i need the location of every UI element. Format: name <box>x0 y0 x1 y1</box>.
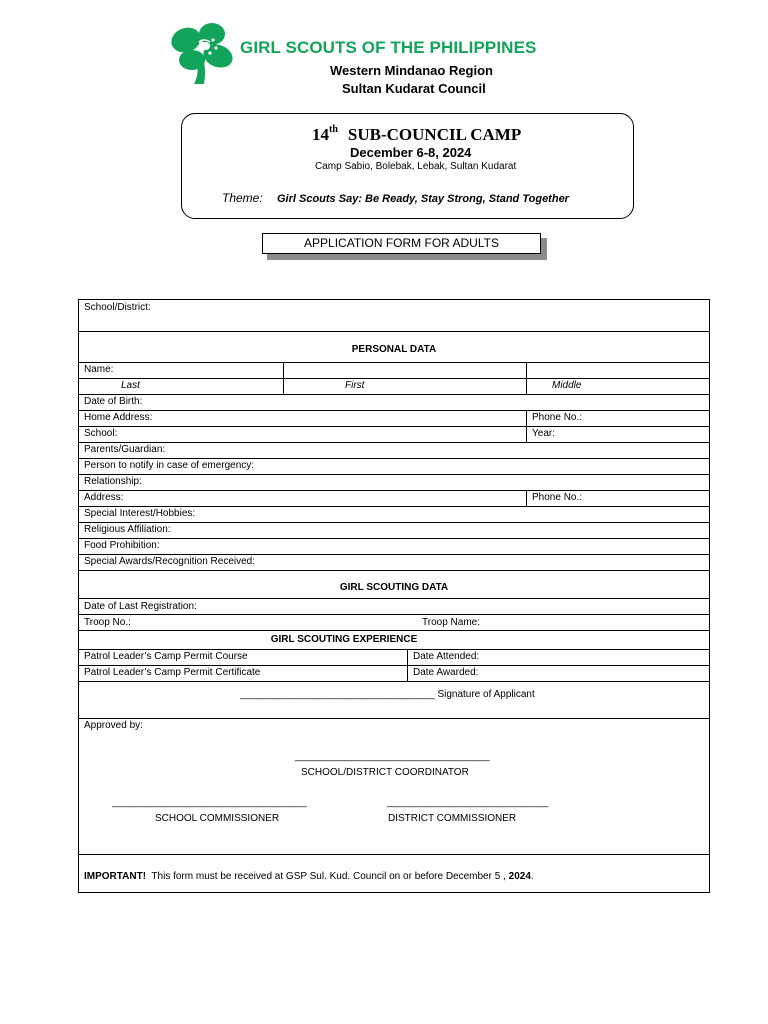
plcp-certificate-label: Patrol Leader’s Camp Permit Certificate <box>84 667 261 678</box>
name-first-label: First <box>345 380 365 391</box>
district-commissioner-signature-line: _____________________________ <box>387 797 549 808</box>
name-label: Name: <box>84 364 114 375</box>
row-divider <box>79 410 709 411</box>
column-divider <box>407 649 408 681</box>
camp-venue: Camp Sabio, Bolebak, Lebak, Sultan Kudarat <box>315 161 517 172</box>
home-address-label: Home Address: <box>84 412 153 423</box>
relationship-label: Relationship: <box>84 476 142 487</box>
date-of-birth-label: Date of Birth: <box>84 396 143 407</box>
girl-scouting-data-heading: GIRL SCOUTING DATA <box>339 582 449 593</box>
parents-guardian-label: Parents/Guardian: <box>84 444 166 455</box>
coordinator-signature-line: ___________________________________ <box>295 751 490 762</box>
row-divider <box>79 718 709 719</box>
row-divider <box>79 522 709 523</box>
date-last-registration-label: Date of Last Registration: <box>84 601 197 612</box>
signature-label: Signature of Applicant <box>437 689 535 700</box>
district-commissioner-label: DISTRICT COMMISSIONER <box>388 813 517 824</box>
camp-ordinal-number: 14 <box>312 125 329 144</box>
row-divider <box>79 458 709 459</box>
row-divider <box>79 426 709 427</box>
approved-by-label: Approved by: <box>84 720 143 731</box>
plcp-course-label: Patrol Leader’s Camp Permit Course <box>84 651 248 662</box>
address-label: Address: <box>84 492 124 503</box>
organization-name: GIRL SCOUTS OF THE PHILIPPINES <box>240 38 537 57</box>
row-divider <box>79 378 709 379</box>
row-divider <box>79 570 709 571</box>
school-label: School: <box>84 428 118 439</box>
signature-underline: ___________________________________ <box>240 689 435 700</box>
row-divider <box>79 362 709 363</box>
name-middle-label: Middle <box>552 380 582 391</box>
column-divider <box>526 362 527 394</box>
row-divider <box>79 630 709 631</box>
religious-affiliation-label: Religious Affiliation: <box>84 524 171 535</box>
camp-title <box>312 124 521 145</box>
name-last-label: Last <box>121 380 140 391</box>
troop-name-label: Troop Name: <box>422 617 480 628</box>
date-attended-label: Date Attended: <box>413 651 480 662</box>
troop-no-label: Troop No.: <box>84 617 131 628</box>
council-name: Sultan Kudarat Council <box>342 81 486 96</box>
theme-text: Girl Scouts Say: Be Ready, Stay Strong, Stand Together <box>277 193 569 205</box>
camp-dates: December 6-8, 2024 <box>350 145 472 160</box>
row-divider <box>79 490 709 491</box>
important-end: . <box>530 871 534 882</box>
date-awarded-label: Date Awarded: <box>413 667 479 678</box>
important-year: 2024 <box>508 871 531 882</box>
school-commissioner-label: SCHOOL COMMISSIONER <box>155 813 280 824</box>
important-text: This form must be received at GSP Sul. Kud. Council on or before December 5 , <box>151 871 506 882</box>
row-divider <box>79 538 709 539</box>
column-divider <box>283 362 284 394</box>
camp-title-text: SUB-COUNCIL CAMP <box>347 125 522 144</box>
special-awards-label: Special Awards/Recognition Received: <box>84 556 256 567</box>
phone-no-label: Phone No.: <box>532 412 583 423</box>
school-district-label: School/District: <box>84 302 151 313</box>
row-divider <box>79 331 709 332</box>
row-divider <box>79 649 709 650</box>
phone-no-label: Phone No.: <box>532 492 583 503</box>
form-title: APPLICATION FORM FOR ADULTS <box>262 233 541 254</box>
row-divider <box>79 394 709 395</box>
special-interest-label: Special Interest/Hobbies: <box>84 508 196 519</box>
row-divider <box>79 554 709 555</box>
year-label: Year: <box>532 428 555 439</box>
row-divider <box>79 474 709 475</box>
school-commissioner-signature-line: ___________________________________ <box>112 797 307 808</box>
emergency-contact-label: Person to notify in case of emergency: <box>84 460 255 471</box>
row-divider <box>79 598 709 599</box>
important-notice <box>84 871 534 883</box>
food-prohibition-label: Food Prohibition: <box>84 540 160 551</box>
personal-data-heading: PERSONAL DATA <box>351 344 437 355</box>
theme-label: Theme: <box>222 191 263 205</box>
column-divider <box>526 490 527 506</box>
row-divider <box>79 614 709 615</box>
important-label: IMPORTANT! <box>84 871 147 882</box>
signature-line <box>240 689 535 701</box>
row-divider <box>79 681 709 682</box>
camp-ordinal-suffix: th <box>329 124 338 135</box>
coordinator-label: SCHOOL/DISTRICT COORDINATOR <box>301 767 469 778</box>
row-divider <box>79 854 709 855</box>
region-name: Western Mindanao Region <box>330 63 493 78</box>
girl-scouting-experience-heading: GIRL SCOUTING EXPERIENCE <box>270 634 418 645</box>
row-divider <box>79 665 709 666</box>
row-divider <box>79 506 709 507</box>
column-divider <box>526 410 527 442</box>
application-form-table <box>78 299 710 893</box>
trefoil-logo-icon <box>166 20 238 86</box>
row-divider <box>79 442 709 443</box>
